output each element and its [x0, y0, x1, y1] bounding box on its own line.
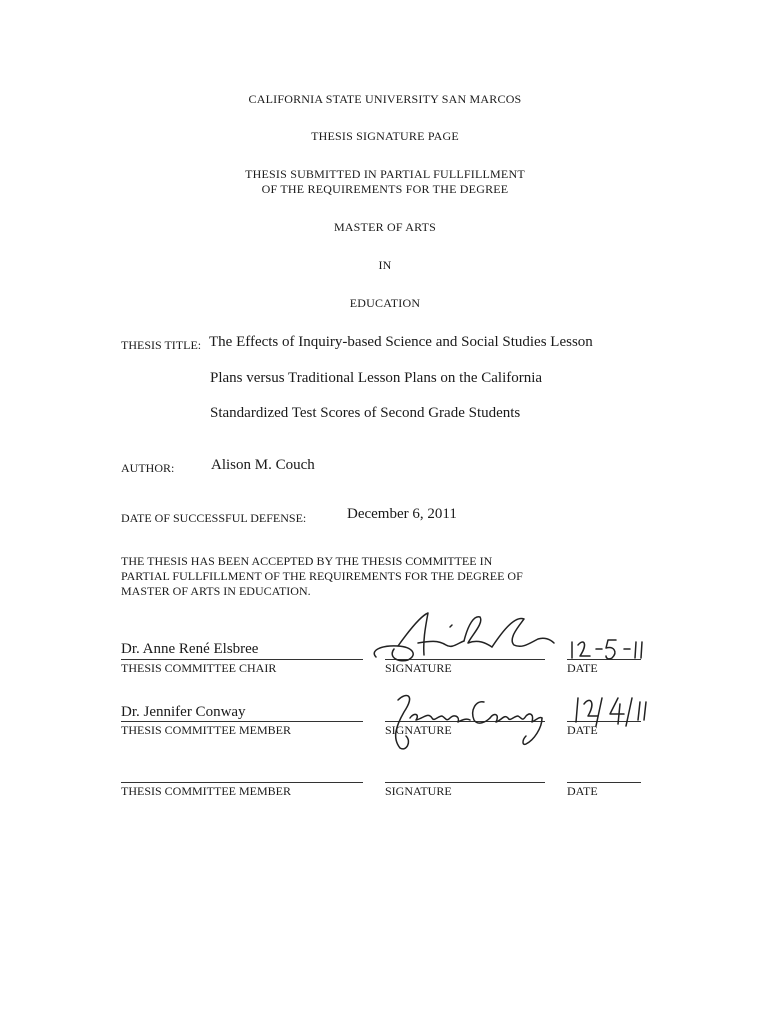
chair-signature-handwriting — [368, 605, 558, 675]
thesis-title-line-3: Standardized Test Scores of Second Grade Students — [210, 405, 521, 421]
member-signature-label: SIGNATURE — [385, 723, 452, 737]
page-title: THESIS SIGNATURE PAGE — [311, 129, 459, 143]
chair-signature-label: SIGNATURE — [385, 661, 452, 675]
thesis-title-line-1: The Effects of Inquiry-based Science and Social Studies Lesson — [209, 334, 593, 350]
thesis-title-label: THESIS TITLE: — [121, 338, 202, 352]
member-date-handwriting — [570, 694, 650, 728]
thesis-title-line-2: Plans versus Traditional Lesson Plans on the California — [210, 370, 543, 386]
submitted-line-2: OF THE REQUIREMENTS FOR THE DEGREE — [261, 182, 509, 196]
university-name: CALIFORNIA STATE UNIVERSITY SAN MARCOS — [248, 92, 522, 106]
acceptance-line-1: THE THESIS HAS BEEN ACCEPTED BY THE THESIS COMMITTEE IN — [121, 554, 493, 568]
degree-field: EDUCATION — [349, 296, 421, 310]
blank-member-role: THESIS COMMITTEE MEMBER — [121, 784, 292, 798]
committee-chair-name: Dr. Anne René Elsbree — [121, 641, 259, 657]
committee-member-role: THESIS COMMITTEE MEMBER — [121, 723, 292, 737]
committee-member-name: Dr. Jennifer Conway — [121, 704, 246, 720]
blank-signature-label: SIGNATURE — [385, 784, 452, 798]
blank-name-line — [121, 782, 363, 783]
author-name: Alison M. Couch — [211, 457, 315, 473]
blank-date-line — [567, 782, 641, 783]
member-signature-handwriting — [376, 688, 556, 758]
author-label: AUTHOR: — [121, 461, 175, 475]
acceptance-line-3: MASTER OF ARTS IN EDUCATION. — [121, 584, 311, 598]
degree-in: IN — [378, 258, 392, 272]
chair-date-label: DATE — [567, 661, 598, 675]
blank-signature-line — [385, 782, 545, 783]
submitted-line-1: THESIS SUBMITTED IN PARTIAL FULLFILLMENT — [245, 167, 525, 181]
degree: MASTER OF ARTS — [333, 220, 437, 234]
committee-chair-role: THESIS COMMITTEE CHAIR — [121, 661, 277, 675]
defense-date: December 6, 2011 — [347, 506, 457, 522]
chair-name-line — [121, 659, 363, 660]
blank-date-label: DATE — [567, 784, 598, 798]
member-date-label: DATE — [567, 723, 598, 737]
defense-date-label: DATE OF SUCCESSFUL DEFENSE: — [121, 511, 307, 525]
acceptance-line-2: PARTIAL FULLFILLMENT OF THE REQUIREMENTS FOR THE DEGREE OF — [121, 569, 523, 583]
chair-date-handwriting — [568, 636, 648, 662]
member-name-line — [121, 721, 363, 722]
